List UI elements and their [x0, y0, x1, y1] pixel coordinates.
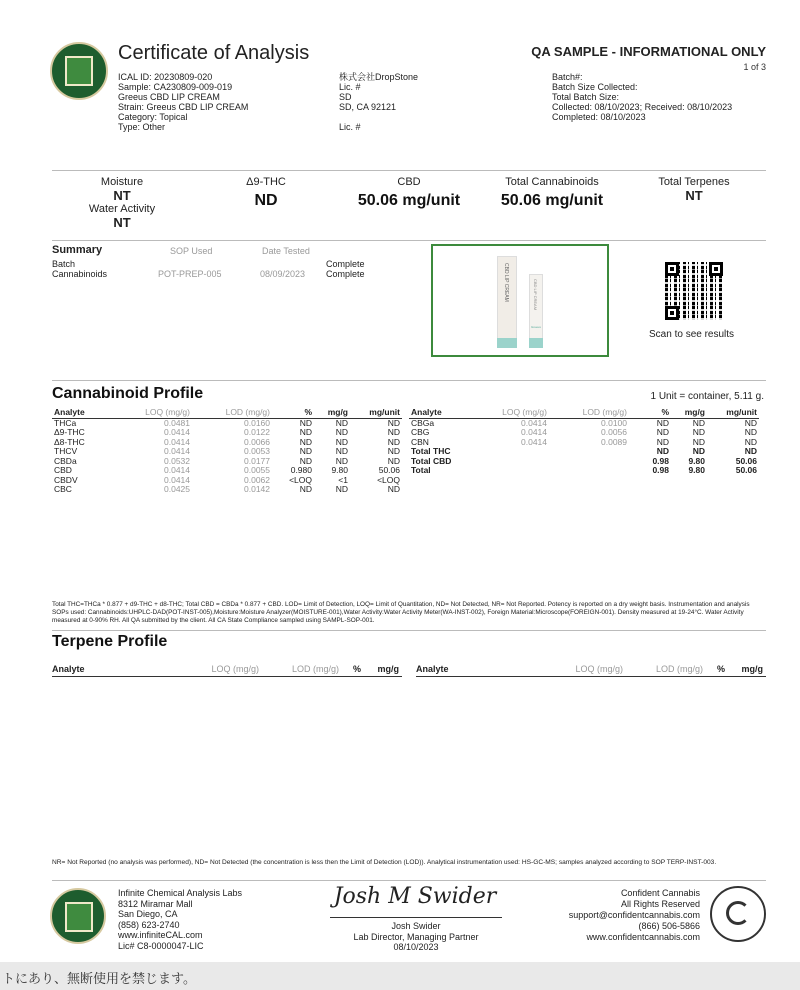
table-cell: 9.80 [688, 455, 705, 466]
table-cell: ND [335, 455, 348, 466]
summary-status: Complete Complete [326, 259, 365, 279]
divider [52, 170, 766, 171]
table-cell: ND [335, 427, 348, 437]
table-cell: Total CBD [411, 455, 452, 466]
table-row [52, 466, 402, 476]
thc-metric: Δ9-THC ND [246, 176, 286, 209]
qr-code[interactable] [665, 262, 723, 320]
table-row [409, 466, 759, 476]
table-cell: Total [411, 465, 431, 475]
table-cell: ND [299, 455, 312, 466]
table-cell: 0.0414 [164, 436, 190, 447]
table-cell: 0.98 [652, 465, 669, 475]
table-cell: ND [299, 417, 312, 428]
table-cell [549, 457, 629, 467]
divider [52, 630, 766, 631]
date-header: Date Tested [262, 246, 310, 256]
table-cell: ND [744, 436, 757, 447]
table-cell: 0.0055 [244, 465, 270, 475]
table-row [409, 428, 759, 438]
table-cell [549, 466, 629, 476]
batch-info: Batch#: Batch Size Collected: Total Batch Size: Collected: 08/10/2023; Received: 08/10/2023 Completed: 08/10/2023 [552, 72, 733, 122]
summary-row: Batch Cannabinoids [52, 259, 108, 279]
table-cell: 0.0066 [244, 436, 270, 447]
qa-label: QA SAMPLE - INFORMATIONAL ONLY [531, 44, 766, 59]
divider [52, 380, 766, 381]
signature-line [330, 917, 502, 918]
lab-website-link[interactable]: www.infiniteCAL.com [118, 930, 203, 940]
copyright-strip: トにあり、無断使用を禁じます。 [0, 962, 800, 990]
table-cell [469, 447, 549, 457]
table-cell: 0.0414 [521, 417, 547, 428]
table-cell: CBDV [54, 474, 78, 485]
table-cell: 50.06 [378, 465, 400, 475]
table-cell: 0.0089 [601, 436, 627, 447]
table-cell: ND [692, 446, 705, 456]
table-cell: ND [656, 427, 669, 437]
page-title: Certificate of Analysis [118, 42, 310, 64]
table-cell: ND [335, 446, 348, 456]
table-cell: 0.0414 [521, 436, 547, 447]
table-cell: 9.80 [688, 465, 705, 475]
sop-header: SOP Used [170, 246, 213, 256]
table-cell: ND [387, 455, 400, 466]
lab-logo [50, 42, 108, 100]
divider [52, 880, 766, 881]
table-cell: ND [387, 427, 400, 437]
table-cell: 0.0414 [164, 474, 190, 485]
table-cell: <LOQ [377, 474, 400, 485]
terpene-notes: NR= Not Reported (no analysis was performed), ND= Not Detected (the concentration is less then the Limit of Detection (LOD)). Analytical instrumentation used: HS-GC-MS; samples analyzed according to SOP TERP-INST-003. [52, 859, 717, 866]
summary-title: Summary [52, 244, 103, 256]
table-row [52, 476, 402, 486]
signer-info: Josh Swider Lab Director, Managing Partner 08/10/2023 [353, 921, 479, 952]
table-cell: THCV [54, 446, 78, 456]
terpene-title: Terpene Profile [52, 633, 168, 650]
table-cell: ND [299, 436, 312, 447]
table-cell: Total THC [411, 446, 451, 456]
c-icon [726, 901, 750, 925]
total-cannabinoids-metric: Total Cannabinoids 50.06 mg/unit [500, 176, 604, 209]
table-cell: 0.0425 [164, 484, 190, 494]
summary-sop: POT-PREP-005 [158, 269, 222, 279]
table-cell: 0.980 [290, 465, 312, 475]
cannabinoid-table-right: Analyte LOQ (mg/g) LOD (mg/g) % mg/g mg/unit CBGa 0.0414 0.0100 ND ND ND CBG 0.0414 0.0056 ND ND ND CBN 0.0414 0.0089 ND ND ND Total THC ND ND ND Total CBD 0.98 9.80 50.06 Total 0.98 9.80 50.06 [411, 407, 757, 475]
unit-note: 1 Unit = container, 5.11 g. [650, 391, 764, 402]
table-cell: ND [335, 417, 348, 428]
table-cell: ND [744, 417, 757, 428]
table-cell: CBD [54, 465, 72, 475]
table-cell: 0.0414 [164, 446, 190, 456]
table-cell: ND [744, 427, 757, 437]
table-cell: 0.0142 [244, 484, 270, 494]
table-row [409, 418, 759, 428]
table-cell: 0.0177 [244, 455, 270, 466]
table-cell: THCa [54, 417, 77, 428]
table-cell: ND [387, 417, 400, 428]
table-cell: ND [692, 427, 705, 437]
table-cell [469, 466, 549, 476]
table-cell: CBDa [54, 455, 77, 466]
table-cell: 50.06 [735, 465, 757, 475]
table-cell: ND [656, 417, 669, 428]
table-cell: 0.0053 [244, 446, 270, 456]
table-cell [549, 447, 629, 457]
table-cell: 0.0062 [244, 474, 270, 485]
total-terpenes-metric: Total Terpenes NT [658, 176, 730, 203]
table-cell: Δ9-THC [54, 427, 85, 437]
terpene-table-right: Analyte LOQ (mg/g) LOD (mg/g) % mg/g [416, 664, 766, 677]
table-cell: CBC [54, 484, 72, 494]
table-cell: 0.0122 [244, 427, 270, 437]
table-cell: ND [692, 417, 705, 428]
table-cell: ND [299, 446, 312, 456]
cannabinoid-notes: Total THC=THCa * 0.877 + d9-THC + d8-THC; Total CBD = CBDa * 0.877 + CBD. LOD= Limit of Detection, LOQ= Limit of Quantitation, ND= Not Detected, NR= Not Reported. Potency is reported on a dry weight basis. Instrumentation and analysis SOPs used: Cannabinoids:UHPLC-DAD(POT-INST-005),Moisture:Moisture Analyzer(MOISTURE-001),Water Activity:Water Activity Meter(WA-INST-002), Foreign Material:Microscope(FOREIGN-001). Density measured at 19-24°C. Water Activity measured at 0-90% RH. All QA submitted by the client. All CA State Compliance sampled using SAMPL-SOP-001. [52, 601, 750, 624]
table-row [52, 457, 402, 467]
table-cell: CBN [411, 436, 429, 447]
summary-date: 08/09/2023 [260, 269, 306, 279]
table-cell: 0.98 [652, 455, 669, 466]
table-cell: 0.0160 [244, 417, 270, 428]
table-row [52, 418, 402, 428]
signature: Josh M Swider [333, 884, 497, 909]
table-cell: 9.80 [331, 465, 348, 475]
table-cell: ND [656, 436, 669, 447]
table-row [409, 447, 759, 457]
table-cell: ND [387, 436, 400, 447]
table-cell: ND [656, 446, 669, 456]
table-row [52, 447, 402, 457]
table-row [52, 438, 402, 448]
table-cell: 0.0100 [601, 417, 627, 428]
table-cell: <LOQ [289, 474, 312, 485]
confident-cannabis-logo [710, 886, 766, 942]
table-cell: CBGa [411, 417, 435, 428]
table-row [409, 438, 759, 448]
lab-logo-footer [50, 888, 106, 944]
table-cell: ND [335, 436, 348, 447]
lab-address: Infinite Chemical Analysis Labs 8312 Miramar Mall San Diego, CA (858) 623-2740 www.infiniteCAL.com Lic# C8-0000047-LIC [118, 888, 243, 951]
product-box: CBD LIP CREAM [497, 256, 517, 348]
table-cell: CBG [411, 427, 430, 437]
cc-info: Confident Cannabis All Rights Reserved support@confidentcannabis.com (866) 506-5866 www.confidentcannabis.com [568, 888, 700, 942]
table-cell: ND [299, 484, 312, 494]
terpene-table-left: Analyte LOQ (mg/g) LOD (mg/g) % mg/g [52, 664, 402, 677]
table-cell: 0.0532 [164, 455, 190, 466]
cannabinoid-title: Cannabinoid Profile [52, 385, 204, 402]
cc-website-link[interactable]: www.confidentcannabis.com [586, 932, 700, 942]
table-cell: ND [335, 484, 348, 494]
table-cell: <1 [338, 474, 348, 485]
divider [52, 240, 766, 241]
table-cell: ND [744, 446, 757, 456]
product-tube: CBD LIP CREAM Greeus [529, 274, 543, 348]
product-photo [431, 244, 609, 357]
table-cell: ND [299, 427, 312, 437]
table-row [52, 485, 402, 495]
table-cell [469, 457, 549, 467]
sample-info: ICAL ID: 20230809-020 Sample: CA230809-009-019 Greeus CBD LIP CREAM Strain: Greeus CBD LIP CREAM Category: Topical Type: Other [118, 72, 249, 132]
table-row [52, 428, 402, 438]
table-cell: 0.0414 [521, 427, 547, 437]
table-cell: 0.0481 [164, 417, 190, 428]
client-info: 株式会社DropStone Lic. # SD SD, CA 92121 Lic. # [339, 72, 419, 132]
logo-emblem-icon [65, 902, 93, 932]
cc-email-link[interactable]: support@confidentcannabis.com [568, 910, 700, 920]
table-cell: 0.0056 [601, 427, 627, 437]
scan-text: Scan to see results [649, 329, 735, 340]
table-cell: 0.0414 [164, 427, 190, 437]
cannabinoid-table-left: Analyte LOQ (mg/g) LOD (mg/g) % mg/g mg/unit THCa 0.0481 0.0160 ND ND ND Δ9-THC 0.0414 0.0122 ND ND ND Δ8-THC 0.0414 0.0066 ND ND ND THCV 0.0414 0.0053 ND ND ND CBDa 0.0532 0.0177 ND ND ND CBD 0.0414 0.0055 0.980 9.80 50.06 CBDV 0.0414 0.0062 <LOQ <1 <LOQ CBC 0.0425 0.0142 ND ND ND [54, 407, 400, 494]
logo-emblem-icon [65, 56, 93, 86]
cbd-metric: CBD 50.06 mg/unit [357, 176, 461, 209]
table-cell: 50.06 [735, 455, 757, 466]
table-cell: 0.0414 [164, 465, 190, 475]
moisture-metric: Moisture NT Water Activity NT [88, 176, 156, 230]
table-cell: ND [692, 436, 705, 447]
table-cell: ND [387, 484, 400, 494]
page-number: 1 of 3 [743, 62, 766, 72]
table-row [409, 457, 759, 467]
table-cell: Δ8-THC [54, 436, 85, 447]
table-cell: ND [387, 446, 400, 456]
